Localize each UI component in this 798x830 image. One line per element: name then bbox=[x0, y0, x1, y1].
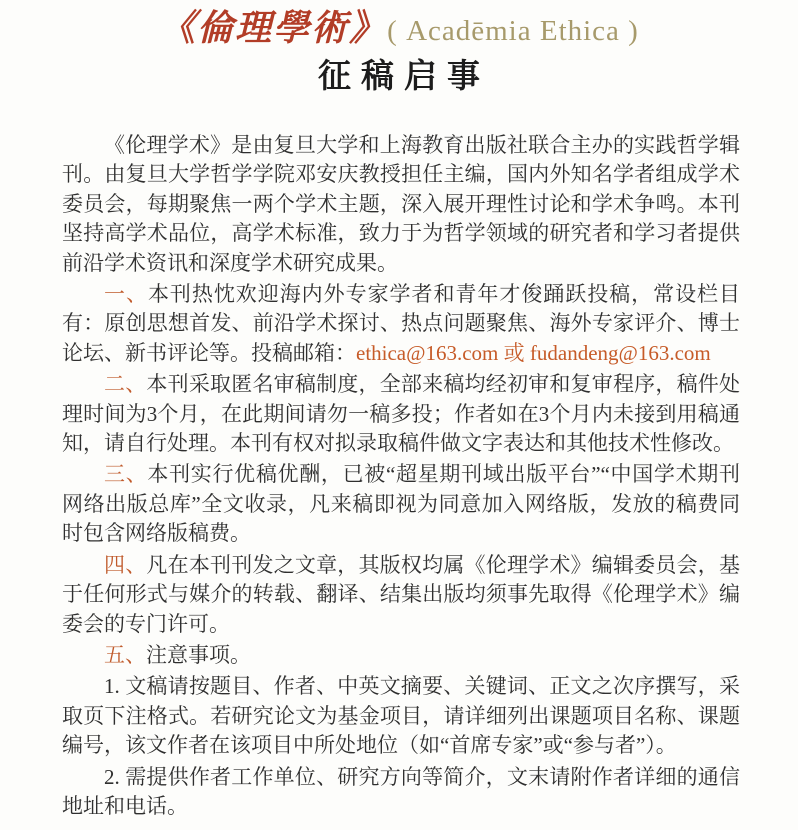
section-text-5: 注意事项。 bbox=[146, 642, 251, 667]
note-paragraph-2 bbox=[62, 763, 740, 822]
intro-text: 《伦理学术》是由复旦大学和上海教育出版社联合主办的实践哲学辑刊。由复旦大学哲学学院邓安庆教授担任主编，国内外知名学者组成学术委员会，每期聚焦一两个学术主题，深入展开理性讨论和学术争鸣。本刊坚持高学术品位，高学术标准，致力于为哲学领域的研究者和学习者提供前沿学术资讯和深度学术研究成果。 bbox=[62, 133, 740, 275]
section-text-4: 凡在本刊刊发之文章，其版权均属《伦理学术》编辑委员会，基于任何形式与媒介的转载、翻译、结集出版均须事先取得《伦理学术》编委会的专门许可。 bbox=[62, 552, 741, 636]
notice-body bbox=[0, 96, 798, 821]
section-text-3: 本刊实行优稿优酬，已被“超星期刊域出版平台”“中国学术期刊网络出版总库”全文收录，凡来稿即视为同意加入网络版，发放的稿费同时包含网络版稿费。 bbox=[62, 462, 741, 546]
section-text-2: 本刊采取匿名审稿制度，全部来稿均经初审和复审程序，稿件处理时间为3个月，在此期间请勿一稿多投；作者如在3个月内未接到用稿通知，请自行处理。本刊有权对拟录取稿件做文字表达和其他技术性修改。 bbox=[62, 372, 741, 456]
intro-paragraph bbox=[62, 131, 740, 278]
note-text-2: 2. 需提供作者工作单位、研究方向等简介，文末请附作者详细的通信地址和电话。 bbox=[62, 764, 740, 818]
section-marker-2: 二、 bbox=[104, 372, 147, 397]
journal-title-latin: ( Acadēmia Ethica ) bbox=[387, 15, 639, 47]
section-paragraph-5 bbox=[62, 641, 740, 670]
note-paragraph-1 bbox=[62, 672, 740, 760]
masthead bbox=[0, 0, 798, 96]
email-conjunction: 或 bbox=[498, 340, 530, 365]
section-marker-1: 一、 bbox=[104, 282, 148, 307]
section-paragraph-3 bbox=[62, 460, 740, 548]
journal-title-calligraphy: 《倫理學術》 bbox=[159, 7, 388, 49]
notice-heading: 征稿启事 bbox=[318, 57, 490, 94]
note-text-1: 1. 文稿请按题目、作者、中英文摘要、关键词、正文之次序撰写，采取页下注格式。若研究论文为基金项目，请详细列出课题项目名称、课题编号，该文作者在该项目中所处地位（如“首席专家”或“参与者”）。 bbox=[62, 674, 740, 758]
section-marker-4: 四、 bbox=[104, 552, 147, 577]
section-marker-3: 三、 bbox=[104, 462, 148, 487]
section-paragraph-2 bbox=[62, 370, 740, 458]
section-marker-5: 五、 bbox=[104, 642, 146, 667]
section-paragraph-1 bbox=[62, 280, 740, 368]
section-text-1: 本刊热忱欢迎海内外专家学者和青年才俊踊跃投稿，常设栏目有：原创思想首发、前沿学术探讨、热点问题聚焦、海外专家评介、博士论坛、新书评论等。投稿邮箱： bbox=[62, 282, 741, 365]
section-paragraph-4 bbox=[62, 551, 740, 639]
submission-email-primary[interactable]: ethica@163.com bbox=[356, 340, 499, 365]
submission-email-secondary[interactable]: fudandeng@163.com bbox=[529, 340, 711, 365]
